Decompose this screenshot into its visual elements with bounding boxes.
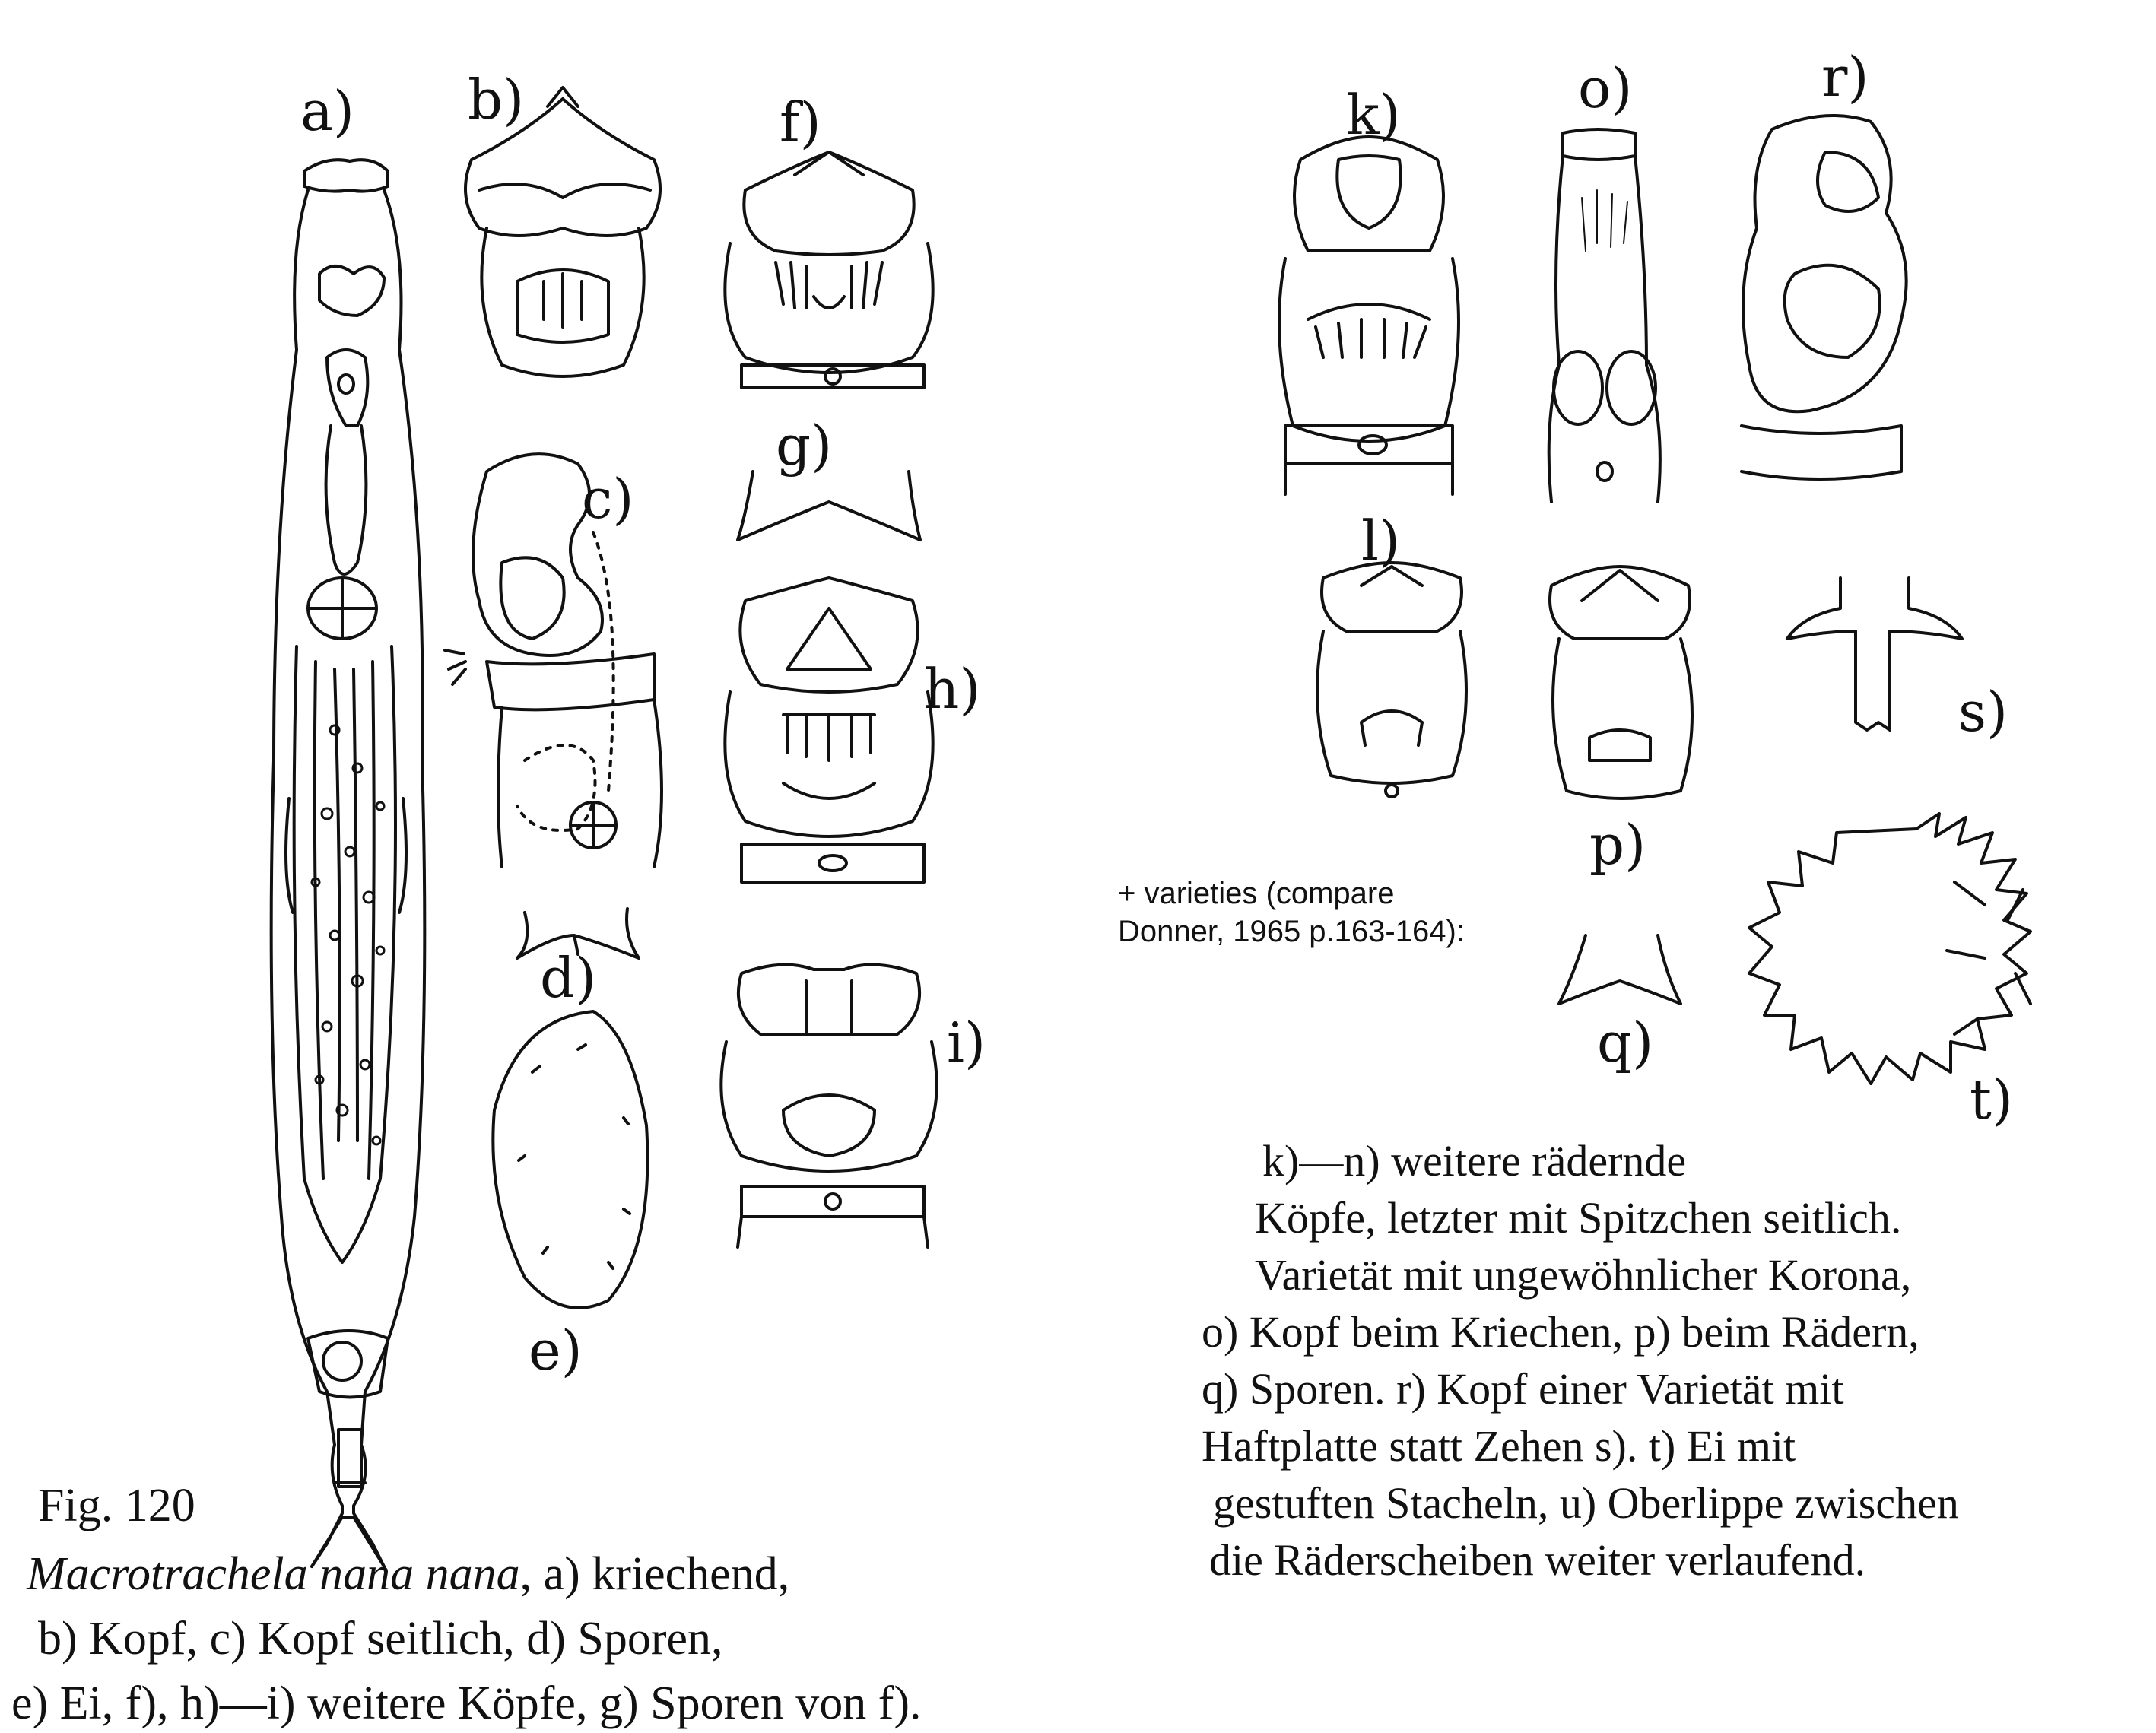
label-d: d) <box>540 946 597 1010</box>
caption-right-line-3: Varietät mit ungewöhnlicher Korona, <box>1255 1250 1912 1300</box>
caption-left-line-3: e) Ei, f), h)—i) weitere Köpfe, g) Sporen von f). <box>11 1677 922 1729</box>
drawing-k-head <box>1279 137 1459 494</box>
caption-right-line-2: Köpfe, letzter mit Spitzchen seitlich. <box>1255 1193 1902 1243</box>
drawing-e-egg <box>493 1011 647 1308</box>
figure-number: Fig. 120 <box>38 1480 195 1531</box>
varieties-note-line-2: Donner, 1965 p.163-164): <box>1118 915 1465 948</box>
caption-right-line-4: o) Kopf beim Kriechen, p) beim Rädern, <box>1202 1307 1919 1357</box>
drawing-h-head <box>725 578 932 882</box>
caption-right-line-1: k)—n) weitere rädernde <box>1262 1136 1687 1185</box>
drawing-q-spurs <box>1559 935 1681 1004</box>
label-s: s) <box>1958 680 2008 744</box>
label-i: i) <box>947 1011 986 1074</box>
label-g: g) <box>776 414 833 478</box>
drawing-g-spurs <box>738 471 920 540</box>
label-q: q) <box>1597 1011 1654 1074</box>
label-t: t) <box>1970 1068 2014 1132</box>
drawing-o-head <box>1549 129 1660 502</box>
label-o: o) <box>1578 56 1633 120</box>
label-c: c) <box>582 467 634 531</box>
drawing-l-head <box>1317 563 1466 797</box>
drawing-s-plate <box>1787 578 1962 730</box>
caption-right-line-5: q) Sporen. r) Kopf einer Varietät mit <box>1202 1364 1844 1414</box>
caption-left-line-1 <box>27 1547 789 1601</box>
caption-right-line-6: Haftplatte statt Zehen s). t) Ei mit <box>1202 1421 1796 1471</box>
caption-left-line-1-rest: , a) kriechend, <box>519 1548 790 1600</box>
label-k: k) <box>1346 83 1401 147</box>
drawing-a-whole-animal <box>271 160 425 1566</box>
label-h: h) <box>924 657 981 721</box>
drawing-p-head <box>1550 567 1692 798</box>
varieties-note-line-1: + varieties (compare <box>1118 877 1395 910</box>
drawing-f-head <box>725 152 932 388</box>
label-e: e) <box>529 1319 583 1382</box>
label-a: a) <box>300 79 355 143</box>
label-b: b) <box>468 68 525 132</box>
caption-right-line-8: die Räderscheiben weiter verlaufend. <box>1209 1535 1866 1585</box>
drawing-i-head <box>721 965 936 1247</box>
label-f: f) <box>780 90 821 154</box>
drawing-t-egg <box>1749 814 2031 1084</box>
label-l: l) <box>1361 509 1401 573</box>
species-name: Macrotrachela nana nana <box>27 1548 520 1600</box>
label-r: r) <box>1821 45 1869 109</box>
varieties-note <box>1118 874 1465 951</box>
caption-right-line-7: gestuften Stacheln, u) Oberlippe zwischen <box>1213 1478 1959 1528</box>
caption-left-line-2: b) Kopf, c) Kopf seitlich, d) Sporen, <box>38 1613 723 1665</box>
label-p: p) <box>1589 813 1646 877</box>
drawing-r-head <box>1742 116 1907 479</box>
